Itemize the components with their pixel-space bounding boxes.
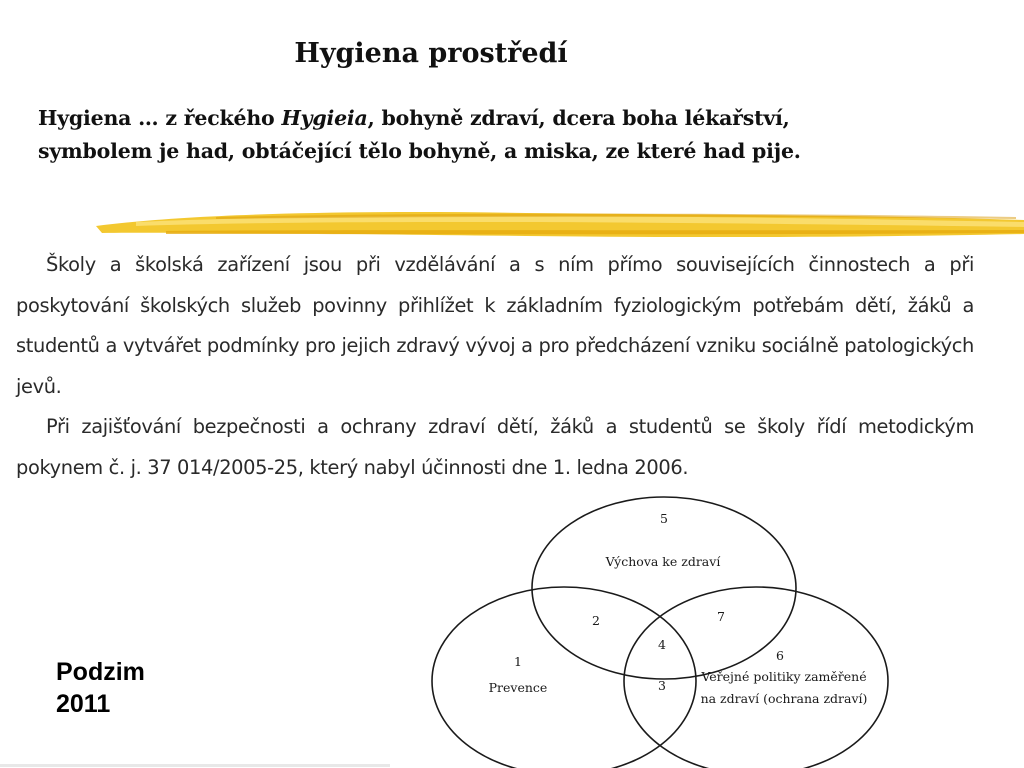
venn-diagram [420,494,910,768]
intro-text [38,102,998,168]
venn-label-health-education: Výchova ke zdraví [605,554,721,569]
venn-region-7: 7 [717,609,725,624]
venn-label-public-policy-line-2: na zdraví (ochrana zdraví) [700,691,868,706]
intro-line-1 [38,102,998,135]
venn-region-3: 3 [658,678,666,693]
intro-line-1-start: Hygiena … z řeckého [38,106,282,130]
legal-paragraph-2: Při zajišťování bezpečnosti a ochrany zdraví dětí, žáků a studentů se školy řídí metodickým pokynem č. j. 37 014/2005-25, který nabyl účinnosti dne 1. ledna 2006. [16,415,974,479]
bottom-divider [0,764,390,767]
venn-circle-prevention [432,587,696,768]
venn-label-public-policy-line-1: Veřejné politiky zaměřené [701,669,867,684]
slide-title: Hygiena prostředí [294,38,568,69]
brush-stroke-shadow [166,230,1024,234]
yellow-brush-divider [96,200,1024,246]
legal-paragraph-1: Školy a školská zařízení jsou při vzdělávání a s ním přímo souvisejících činnostech a při poskytování školských služeb povinny přihlížet k základním fyziologickým potřebám dětí, žáků a studentů a vytvářet podmínky pro jejich zdravý vývoj a pro předcházení vzniku sociálně patologických jevů. [16,253,974,398]
season-term: Podzim [56,658,145,686]
venn-region-5: 5 [660,511,668,526]
intro-line-2: symbolem je had, obtáčející tělo bohyně, a miska, ze které had pije. [38,139,801,163]
venn-region-4: 4 [658,637,666,652]
venn-region-6: 6 [776,648,784,663]
season-label [56,656,145,720]
venn-label-prevention: Prevence [488,680,548,695]
intro-hygieia-term: Hygieia [281,106,368,130]
season-year: 2011 [56,690,111,718]
venn-region-1: 1 [514,654,522,669]
venn-region-2: 2 [592,613,600,628]
intro-line-1-end: , bohyně zdraví, dcera boha lékařství, [367,106,790,130]
legal-text [16,245,974,488]
